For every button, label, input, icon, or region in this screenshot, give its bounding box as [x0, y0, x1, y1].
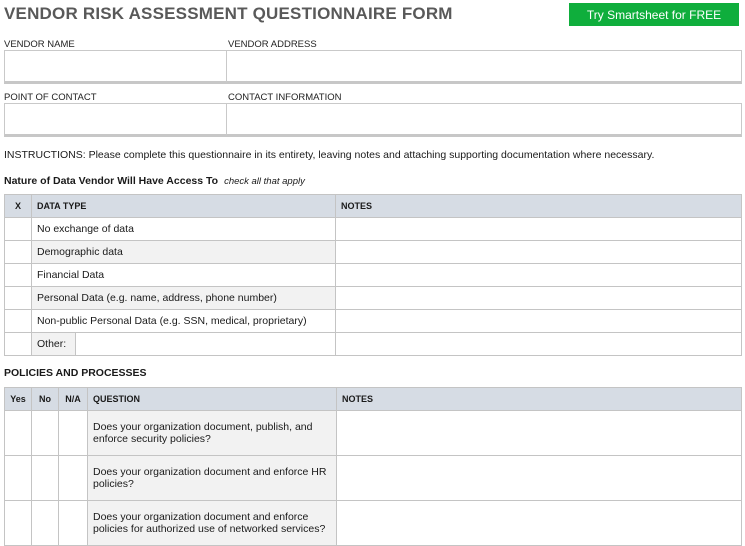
question-text: Does your organization document, publish, and enforce security policies?	[88, 411, 337, 456]
notes-cell[interactable]	[336, 333, 742, 356]
col-header-yes: Yes	[5, 388, 32, 411]
table-row	[5, 241, 742, 264]
na-checkbox[interactable]	[59, 411, 88, 456]
data-access-heading-text: Nature of Data Vendor Will Have Access To	[4, 175, 219, 187]
data-type-label: Non-public Personal Data (e.g. SSN, medical, proprietary)	[32, 310, 336, 333]
table-row	[5, 456, 742, 501]
point-of-contact-field[interactable]	[4, 103, 227, 137]
notes-cell[interactable]	[336, 310, 742, 333]
notes-cell[interactable]	[336, 218, 742, 241]
table-row	[5, 264, 742, 287]
no-checkbox[interactable]	[32, 501, 59, 546]
col-header-question: QUESTION	[88, 388, 337, 411]
col-header-data-type: DATA TYPE	[32, 195, 336, 218]
table-row	[5, 310, 742, 333]
other-label: Other:	[32, 333, 76, 356]
instructions-text: INSTRUCTIONS: Please complete this questionnaire in its entirety, leaving notes and attaching supporting documentation where necessary.	[4, 149, 655, 161]
data-access-table	[4, 194, 742, 356]
vendor-address-field[interactable]	[226, 50, 742, 84]
data-access-hint: check all that apply	[224, 176, 305, 187]
data-type-checkbox[interactable]	[5, 218, 32, 241]
col-header-na: N/A	[59, 388, 88, 411]
no-checkbox[interactable]	[32, 456, 59, 501]
table-row	[5, 218, 742, 241]
data-type-label: Demographic data	[32, 241, 336, 264]
data-type-label: Personal Data (e.g. name, address, phone number)	[32, 287, 336, 310]
data-type-checkbox[interactable]	[5, 310, 32, 333]
notes-cell[interactable]	[336, 241, 742, 264]
data-type-checkbox[interactable]	[5, 241, 32, 264]
yes-checkbox[interactable]	[5, 501, 32, 546]
table-row	[5, 411, 742, 456]
col-header-no: No	[32, 388, 59, 411]
question-text: Does your organization document and enforce policies for authorized use of networked services?	[88, 501, 337, 546]
question-text: Does your organization document and enforce HR policies?	[88, 456, 337, 501]
data-type-checkbox[interactable]	[5, 333, 32, 356]
yes-checkbox[interactable]	[5, 456, 32, 501]
data-access-header-row	[5, 195, 742, 218]
na-checkbox[interactable]	[59, 501, 88, 546]
contact-info-field[interactable]	[226, 103, 742, 137]
contact-info-label: CONTACT INFORMATION	[228, 92, 342, 103]
table-row	[5, 287, 742, 310]
no-checkbox[interactable]	[32, 411, 59, 456]
notes-cell[interactable]	[336, 287, 742, 310]
col-header-notes: NOTES	[336, 195, 742, 218]
page-title: VENDOR RISK ASSESSMENT QUESTIONNAIRE FORM	[4, 4, 453, 23]
col-header-x: X	[5, 195, 32, 218]
point-of-contact-label: POINT OF CONTACT	[4, 92, 97, 103]
other-input[interactable]	[76, 333, 336, 356]
table-row	[5, 501, 742, 546]
notes-cell[interactable]	[337, 411, 742, 456]
col-header-notes: NOTES	[337, 388, 742, 411]
notes-cell[interactable]	[337, 456, 742, 501]
policies-table	[4, 387, 742, 546]
data-type-checkbox[interactable]	[5, 287, 32, 310]
data-type-checkbox[interactable]	[5, 264, 32, 287]
policies-header-row	[5, 388, 742, 411]
yes-checkbox[interactable]	[5, 411, 32, 456]
data-type-label: Financial Data	[32, 264, 336, 287]
notes-cell[interactable]	[336, 264, 742, 287]
try-smartsheet-button[interactable]: Try Smartsheet for FREE	[569, 3, 739, 26]
na-checkbox[interactable]	[59, 456, 88, 501]
notes-cell[interactable]	[337, 501, 742, 546]
vendor-name-label: VENDOR NAME	[4, 39, 75, 50]
data-access-heading	[4, 175, 305, 187]
policies-heading: POLICIES AND PROCESSES	[4, 367, 147, 379]
vendor-address-label: VENDOR ADDRESS	[228, 39, 317, 50]
vendor-name-field[interactable]	[4, 50, 227, 84]
data-type-label: No exchange of data	[32, 218, 336, 241]
table-row-other	[5, 333, 742, 356]
